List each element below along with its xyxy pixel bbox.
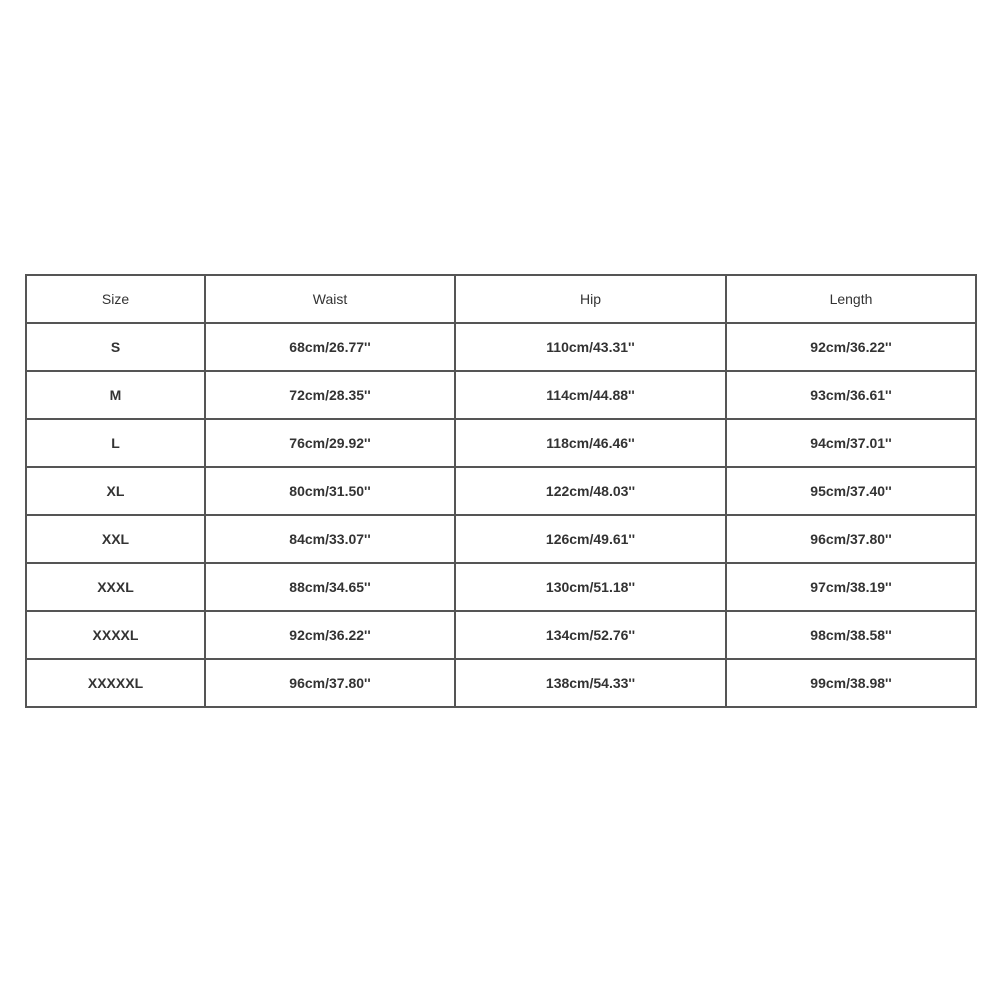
size-chart-table: [25, 274, 977, 708]
table-row: [26, 371, 976, 419]
size-cell: L: [26, 419, 205, 467]
header-waist: Waist: [205, 275, 455, 323]
table-row: [26, 611, 976, 659]
length-cell: 93cm/36.61'': [726, 371, 976, 419]
size-cell: XL: [26, 467, 205, 515]
waist-cell: 80cm/31.50'': [205, 467, 455, 515]
table-row: [26, 467, 976, 515]
length-cell: 99cm/38.98'': [726, 659, 976, 707]
table-row: [26, 419, 976, 467]
hip-cell: 118cm/46.46'': [455, 419, 726, 467]
header-size: Size: [26, 275, 205, 323]
header-row: [26, 275, 976, 323]
length-cell: 98cm/38.58'': [726, 611, 976, 659]
hip-cell: 114cm/44.88'': [455, 371, 726, 419]
size-cell: XXXXL: [26, 611, 205, 659]
length-cell: 92cm/36.22'': [726, 323, 976, 371]
hip-cell: 122cm/48.03'': [455, 467, 726, 515]
length-cell: 96cm/37.80'': [726, 515, 976, 563]
hip-cell: 134cm/52.76'': [455, 611, 726, 659]
size-cell: XXXL: [26, 563, 205, 611]
size-cell: XXXXXL: [26, 659, 205, 707]
waist-cell: 68cm/26.77'': [205, 323, 455, 371]
header-hip: Hip: [455, 275, 726, 323]
waist-cell: 88cm/34.65'': [205, 563, 455, 611]
hip-cell: 130cm/51.18'': [455, 563, 726, 611]
waist-cell: 72cm/28.35'': [205, 371, 455, 419]
waist-cell: 96cm/37.80'': [205, 659, 455, 707]
table-row: [26, 563, 976, 611]
hip-cell: 110cm/43.31'': [455, 323, 726, 371]
table-row: [26, 515, 976, 563]
waist-cell: 76cm/29.92'': [205, 419, 455, 467]
length-cell: 97cm/38.19'': [726, 563, 976, 611]
hip-cell: 126cm/49.61'': [455, 515, 726, 563]
table-row: [26, 323, 976, 371]
size-cell: S: [26, 323, 205, 371]
header-length: Length: [726, 275, 976, 323]
size-cell: M: [26, 371, 205, 419]
length-cell: 95cm/37.40'': [726, 467, 976, 515]
waist-cell: 84cm/33.07'': [205, 515, 455, 563]
hip-cell: 138cm/54.33'': [455, 659, 726, 707]
waist-cell: 92cm/36.22'': [205, 611, 455, 659]
length-cell: 94cm/37.01'': [726, 419, 976, 467]
table-row: [26, 659, 976, 707]
size-cell: XXL: [26, 515, 205, 563]
